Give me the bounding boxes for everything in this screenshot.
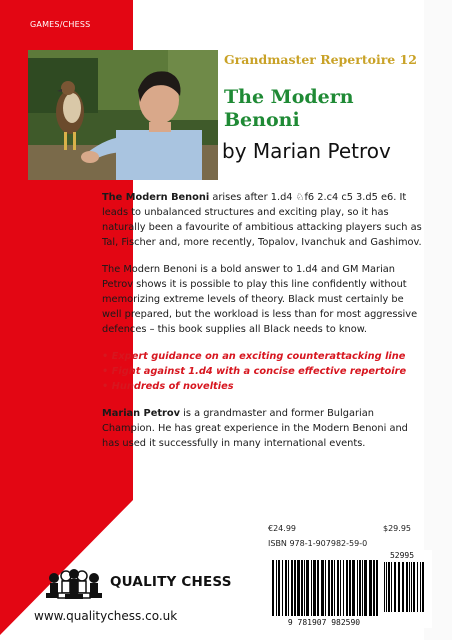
price-eur: €24.99 [268, 524, 296, 533]
barcode-bar [304, 560, 305, 616]
barcode-bar [313, 560, 316, 616]
price-code: 52995 [389, 551, 415, 560]
barcode-bar [359, 560, 361, 616]
barcode-bar [294, 560, 296, 616]
blurb-paragraph-1 [102, 190, 422, 250]
barcode-addon-bar [417, 562, 418, 612]
author-line: by Marian Petrov [222, 139, 391, 163]
blurb-move-text: arises after 1.d4 [209, 192, 296, 203]
barcode-bar [285, 560, 287, 616]
feature-item: • Expert guidance on an exciting counterattacking line [102, 351, 406, 362]
feature-item: • Hundreds of novelties [102, 381, 234, 392]
feature-list [102, 349, 422, 394]
barcode-bar [369, 560, 372, 616]
barcode-bar [297, 560, 300, 616]
barcode-bar [346, 560, 348, 616]
feature-item: • Fight against 1.d4 with a concise effective repertoire [102, 366, 407, 377]
website-link[interactable]: www.qualitychess.co.uk [34, 609, 178, 623]
barcode-bar [306, 560, 309, 616]
isbn: ISBN 978-1-907982-59-0 [268, 539, 368, 548]
barcode-bar [357, 560, 358, 616]
book-title: The Modern Benoni [224, 86, 354, 131]
barcode-graphic [266, 550, 432, 628]
barcode-bar [288, 560, 289, 616]
barcode-bar [282, 560, 283, 616]
barcode-addon-bar [402, 562, 404, 612]
author-bio-text: is a grandmaster and former Bulgarian Champion. He has great experience in the Modern Benoni and has used it successfully in many international events. [102, 408, 408, 449]
barcode-bar [349, 560, 351, 616]
barcode-bar [321, 560, 324, 616]
barcode-addon-bar [386, 562, 387, 612]
barcode-addon-bar [409, 562, 410, 612]
barcode-bar [311, 560, 312, 616]
blurb-book-title: The Modern Benoni [102, 192, 210, 203]
blurb [102, 190, 422, 463]
barcode-addon-bar [411, 562, 412, 612]
barcode-bar [343, 560, 344, 616]
barcode-number: 9 781907 982590 [287, 618, 361, 627]
publisher-name: QUALITY CHESS [110, 574, 232, 590]
barcode-addon-bar [420, 562, 421, 612]
series-title: Grandmaster Repertoire 12 [224, 52, 417, 67]
knight-icon: ♘ [295, 192, 305, 203]
barcode-bar [328, 560, 330, 616]
barcode-bar [291, 560, 293, 616]
barcode-addon-bar [406, 562, 408, 612]
quality-chess-logo [44, 566, 104, 606]
barcode-bar [272, 560, 274, 616]
barcode-bar [337, 560, 339, 616]
barcode-bar [276, 560, 277, 616]
chess-pawns-icon [44, 566, 104, 606]
barcode-bar [278, 560, 280, 616]
barcode-bar [362, 560, 363, 616]
barcode-bar [325, 560, 326, 616]
barcode [266, 550, 432, 628]
blurb-move-rest: f6 2.c4 c5 3.d5 e6. It leads to unbalanced structures and exciting play, so it has naturally been a favourite of ambitious attacking players such as Tal, Fischer and, more recently, Topalov, Ivanchuk and Gashimov. [102, 192, 422, 248]
barcode-bar [301, 560, 303, 616]
barcode-bar [373, 560, 375, 616]
barcode-bar [317, 560, 319, 616]
right-margin [424, 0, 452, 640]
barcode-addon-bar [413, 562, 415, 612]
author-bio [102, 406, 422, 451]
barcode-addon-bar [422, 562, 424, 612]
author-photo [28, 50, 218, 180]
barcode-addon-bar [384, 562, 385, 612]
barcode-addon-bar [394, 562, 396, 612]
category-label: GAMES/CHESS [30, 20, 91, 29]
barcode-bar [340, 560, 341, 616]
barcode-addon-bar [391, 562, 392, 612]
barcode-bar [352, 560, 355, 616]
barcode-addon-bar [398, 562, 400, 612]
barcode-bar [331, 560, 333, 616]
author-photo-illustration [28, 50, 218, 180]
barcode-bar [334, 560, 335, 616]
barcode-addon-bar [388, 562, 390, 612]
blurb-paragraph-2: The Modern Benoni is a bold answer to 1.d4 and GM Marian Petrov shows it is possible to play this line confidently without memorizing extreme levels of theory. Black must certainly be well prepared, but the workload is less than for most aggressive defences – this book supplies all Black needs to know. [102, 264, 418, 335]
price-usd: $29.95 [383, 524, 411, 533]
barcode-bar [376, 560, 378, 616]
barcode-bar [364, 560, 367, 616]
author-bio-name: Marian Petrov [102, 408, 181, 419]
